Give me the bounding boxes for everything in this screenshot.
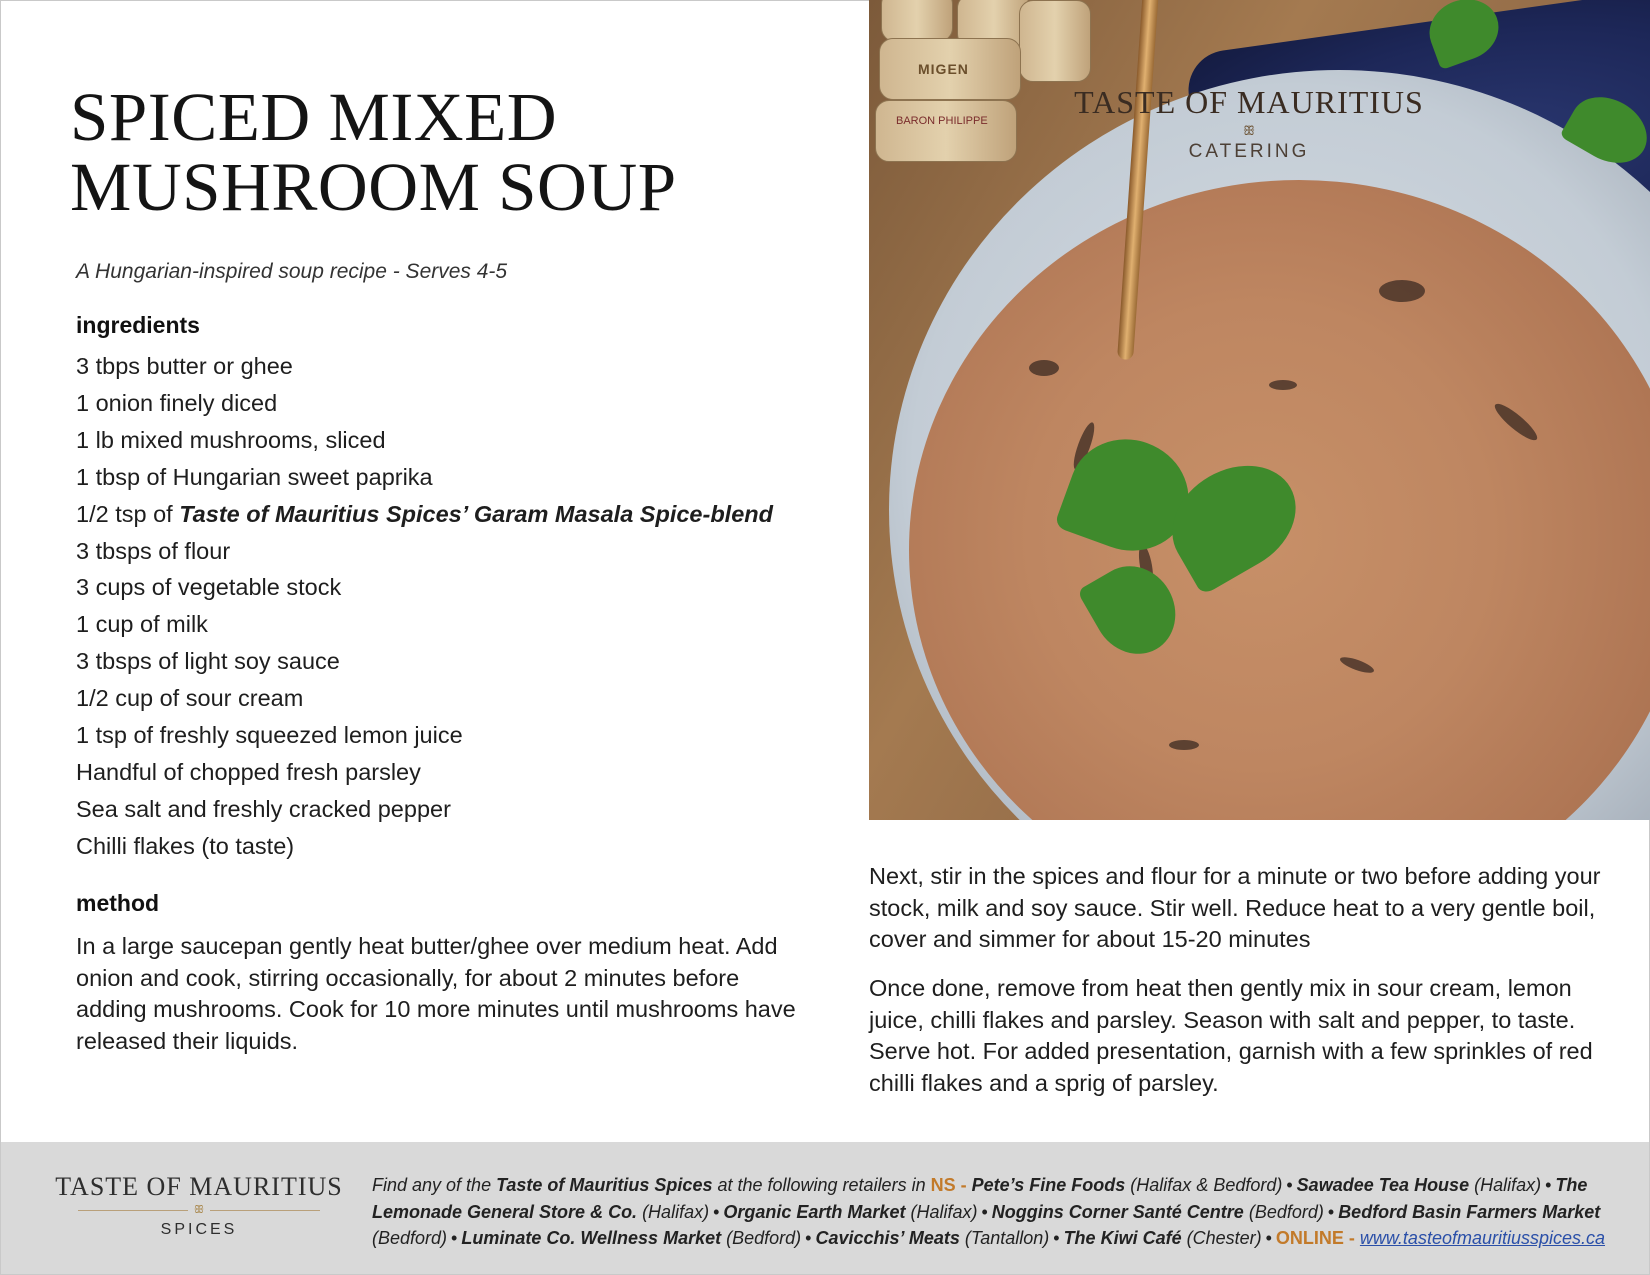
ingredients-heading: ingredients	[76, 312, 200, 338]
method-heading: method	[76, 890, 160, 916]
title-line-2: MUSHROOM SOUP	[70, 149, 677, 225]
retailer-name: Pete’s Fine Foods	[971, 1175, 1126, 1195]
spices-label: SPICES	[160, 1221, 238, 1238]
logo-ornament-icon: ꕥ	[1242, 123, 1256, 138]
separator: •	[713, 1201, 720, 1222]
retailer-location: (Halifax)	[637, 1201, 710, 1222]
retailer-location: (Bedford)	[1243, 1201, 1324, 1222]
ingredient-item: 3 tbsps of flour	[76, 537, 231, 564]
logo-ornament-icon: ꕥ	[49, 1204, 349, 1217]
region-label: NS -	[930, 1175, 972, 1195]
title-line-1: SPICED MIXED	[70, 79, 558, 155]
retailer-name: Bedford Basin Farmers Market	[1338, 1201, 1601, 1222]
ingredient-text: 1/2 tsp of	[76, 500, 180, 527]
ingredient-item: 3 tbps butter or ghee	[76, 353, 293, 379]
method-step-1: In a large saucepan gently heat butter/ghee over medium heat. Add onion and cook, stirring occasionally, for about 2 minutes before adding mushrooms. Cook for 10 more minutes until mushrooms have released their liquids.	[76, 933, 796, 1054]
recipe-subtitle: A Hungarian-inspired soup recipe - Serves 4-5	[76, 260, 508, 283]
ingredients-list	[76, 348, 773, 865]
wine-cork	[1019, 0, 1091, 82]
retailers-brand: Taste of Mauritius Spices	[496, 1175, 713, 1195]
mushroom-piece	[1169, 740, 1199, 750]
separator: •	[805, 1228, 812, 1248]
spices-brand-name: TASTE OF MAURITIUS	[55, 1172, 343, 1201]
retailer-name: Organic Earth Market	[723, 1201, 906, 1222]
ingredient-item: 1/2 cup of sour cream	[76, 685, 304, 712]
separator: •	[451, 1228, 458, 1248]
ingredient-item: 3 cups of vegetable stock	[76, 574, 342, 601]
catering-brand-name: TASTE OF MAURITIUS	[1074, 84, 1424, 120]
catering-logo	[1029, 84, 1469, 163]
ingredient-item: 1 lb mixed mushrooms, sliced	[76, 426, 386, 453]
ingredient-item: 1 onion finely diced	[76, 389, 278, 416]
wine-cork	[879, 38, 1021, 100]
separator: •	[1545, 1175, 1552, 1195]
spices-logo	[49, 1172, 349, 1239]
retailer-location: (Bedford)	[721, 1228, 802, 1248]
retailer-location: (Tantallon)	[959, 1228, 1050, 1248]
separator: •	[1265, 1228, 1272, 1248]
separator: •	[1327, 1201, 1335, 1222]
ingredient-item: 1 tsp of freshly squeezed lemon juice	[76, 722, 463, 749]
ingredient-item	[76, 496, 773, 533]
cork-stamp: MIGEN	[918, 61, 969, 77]
mushroom-piece	[1338, 654, 1375, 676]
website-link[interactable]: www.tasteofmauritiusspices.ca	[1359, 1228, 1606, 1248]
soup-photo	[869, 0, 1650, 820]
separator: •	[1053, 1228, 1060, 1248]
wine-cork	[875, 100, 1017, 162]
ingredient-spice-blend: Taste of Mauritius Spices’ Garam Masala Spice-blend	[179, 500, 773, 527]
mushroom-piece	[1029, 360, 1059, 376]
method-step-3: Once done, remove from heat then gently mix in sour cream, lemon juice, chilli flakes and parsley. Season with salt and pepper, to taste. Serve hot. For added presentation, garnish with a few sprinkles of red chilli flakes and a sprig of parsley.	[869, 975, 1593, 1096]
retailers-intro: at the following retailers in	[712, 1175, 931, 1195]
retailer-name: Noggins Corner Santé Centre	[991, 1201, 1244, 1222]
retailer-name: The Kiwi Café	[1063, 1228, 1182, 1248]
online-label: ONLINE -	[1275, 1228, 1360, 1248]
ingredient-item: Sea salt and freshly cracked pepper	[76, 795, 451, 822]
method-step-2: Next, stir in the spices and flour for a minute or two before adding your stock, milk and soy sauce. Stir well. Reduce heat to a very gentle boil, cover and simmer for about 15-20 minutes	[869, 863, 1601, 952]
retailers-list	[372, 1172, 1627, 1252]
mushroom-piece	[1379, 280, 1425, 302]
catering-label: CATERING	[1188, 141, 1310, 162]
separator: •	[981, 1201, 988, 1222]
mushroom-piece	[1269, 380, 1297, 390]
recipe-title	[70, 79, 810, 225]
retailers-footer	[1, 1142, 1649, 1274]
separator: •	[1286, 1175, 1293, 1195]
retailer-name: Luminate Co. Wellness Market	[461, 1228, 722, 1248]
ingredient-item: Chilli flakes (to taste)	[76, 832, 295, 859]
cork-stamp: BARON PHILIPPE	[896, 115, 988, 127]
retailer-location: (Halifax & Bedford)	[1125, 1175, 1283, 1195]
wine-cork	[881, 0, 953, 42]
retailer-name: The Lemonade General Store & Co.	[372, 1175, 1588, 1222]
mushroom-piece	[1491, 399, 1541, 444]
retailers-intro: Find any of the	[372, 1175, 497, 1195]
ingredient-item: 1 tbsp of Hungarian sweet paprika	[76, 463, 433, 490]
retailer-location: (Halifax)	[905, 1201, 978, 1222]
ingredient-item: 1 cup of milk	[76, 611, 208, 638]
ingredient-item: Handful of chopped fresh parsley	[76, 758, 421, 785]
retailer-name: Sawadee Tea House	[1296, 1175, 1470, 1195]
ingredient-item: 3 tbsps of light soy sauce	[76, 648, 340, 675]
retailer-location: (Bedford)	[372, 1228, 448, 1248]
retailer-location: (Chester)	[1181, 1228, 1262, 1248]
retailer-name: Cavicchis’ Meats	[815, 1228, 960, 1248]
retailer-location: (Halifax)	[1469, 1175, 1542, 1195]
